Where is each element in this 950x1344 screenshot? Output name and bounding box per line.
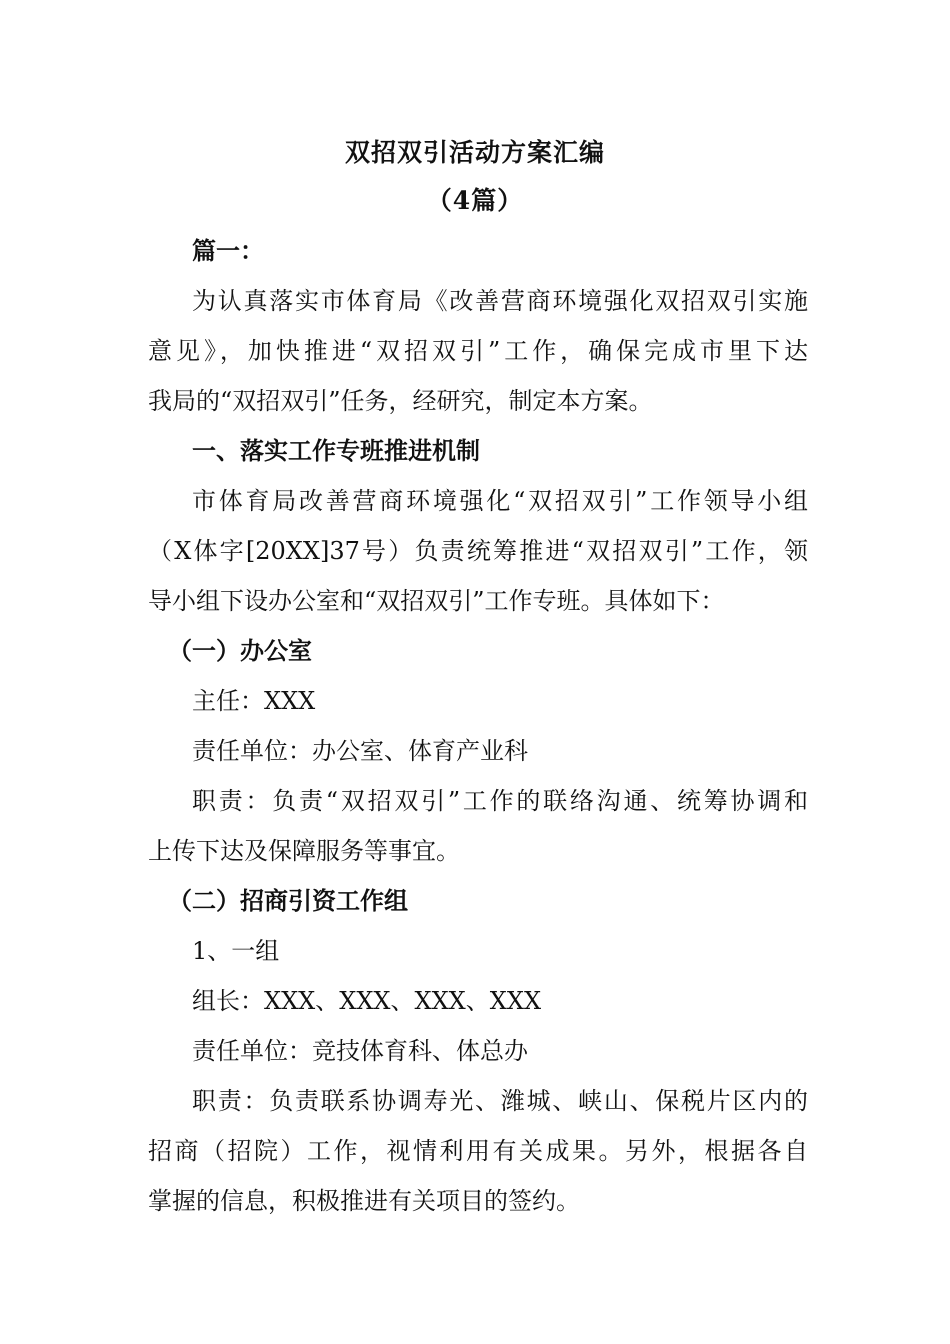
paragraph-line: 组长：XXX、XXX、XXX、XXX bbox=[192, 987, 542, 1015]
paragraph-line: （X体字[20XX]37号）负责统筹推进“双招双引”工作，领 bbox=[148, 537, 808, 565]
paragraph-line: 市体育局改善营商环境强化“双招双引”工作领导小组 bbox=[192, 487, 808, 515]
paragraph-line: 职责：负责“双招双引”工作的联络沟通、统筹协调和 bbox=[192, 787, 808, 815]
paragraph-line: 主任：XXX bbox=[192, 687, 316, 715]
paragraph-line: 我局的“双招双引”任务，经研究，制定本方案。 bbox=[148, 387, 653, 415]
paragraph-line: 责任单位：办公室、体育产业科 bbox=[192, 737, 528, 765]
subsection-heading: （一）办公室 bbox=[168, 636, 312, 665]
paragraph-line: 1、一组 bbox=[192, 937, 280, 965]
paragraph-line: 导小组下设办公室和“双招双引”工作专班。具体如下： bbox=[148, 587, 725, 615]
subsection-heading: （二）招商引资工作组 bbox=[168, 886, 408, 915]
paragraph-line: 掌握的信息，积极推进有关项目的签约。 bbox=[148, 1187, 580, 1215]
paragraph-line: 招商（招院）工作，视情利用有关成果。另外，根据各自 bbox=[148, 1137, 808, 1165]
paragraph-line: 责任单位：竞技体育科、体总办 bbox=[192, 1037, 528, 1065]
paragraph-line: 上传下达及保障服务等事宜。 bbox=[148, 837, 460, 865]
paragraph-line: 意见》，加快推进“双招双引”工作，确保完成市里下达 bbox=[148, 337, 808, 365]
document-title: 双招双引活动方案汇编 bbox=[344, 138, 605, 167]
paragraph-line: 职责：负责联系协调寿光、潍城、峡山、保税片区内的 bbox=[192, 1087, 808, 1115]
section-heading: 一、落实工作专班推进机制 bbox=[192, 436, 480, 465]
document-subtitle: （4篇） bbox=[426, 186, 524, 215]
section-heading-part-one: 篇一： bbox=[192, 236, 264, 265]
paragraph-line: 为认真落实市体育局《改善营商环境强化双招双引实施 bbox=[192, 287, 808, 315]
